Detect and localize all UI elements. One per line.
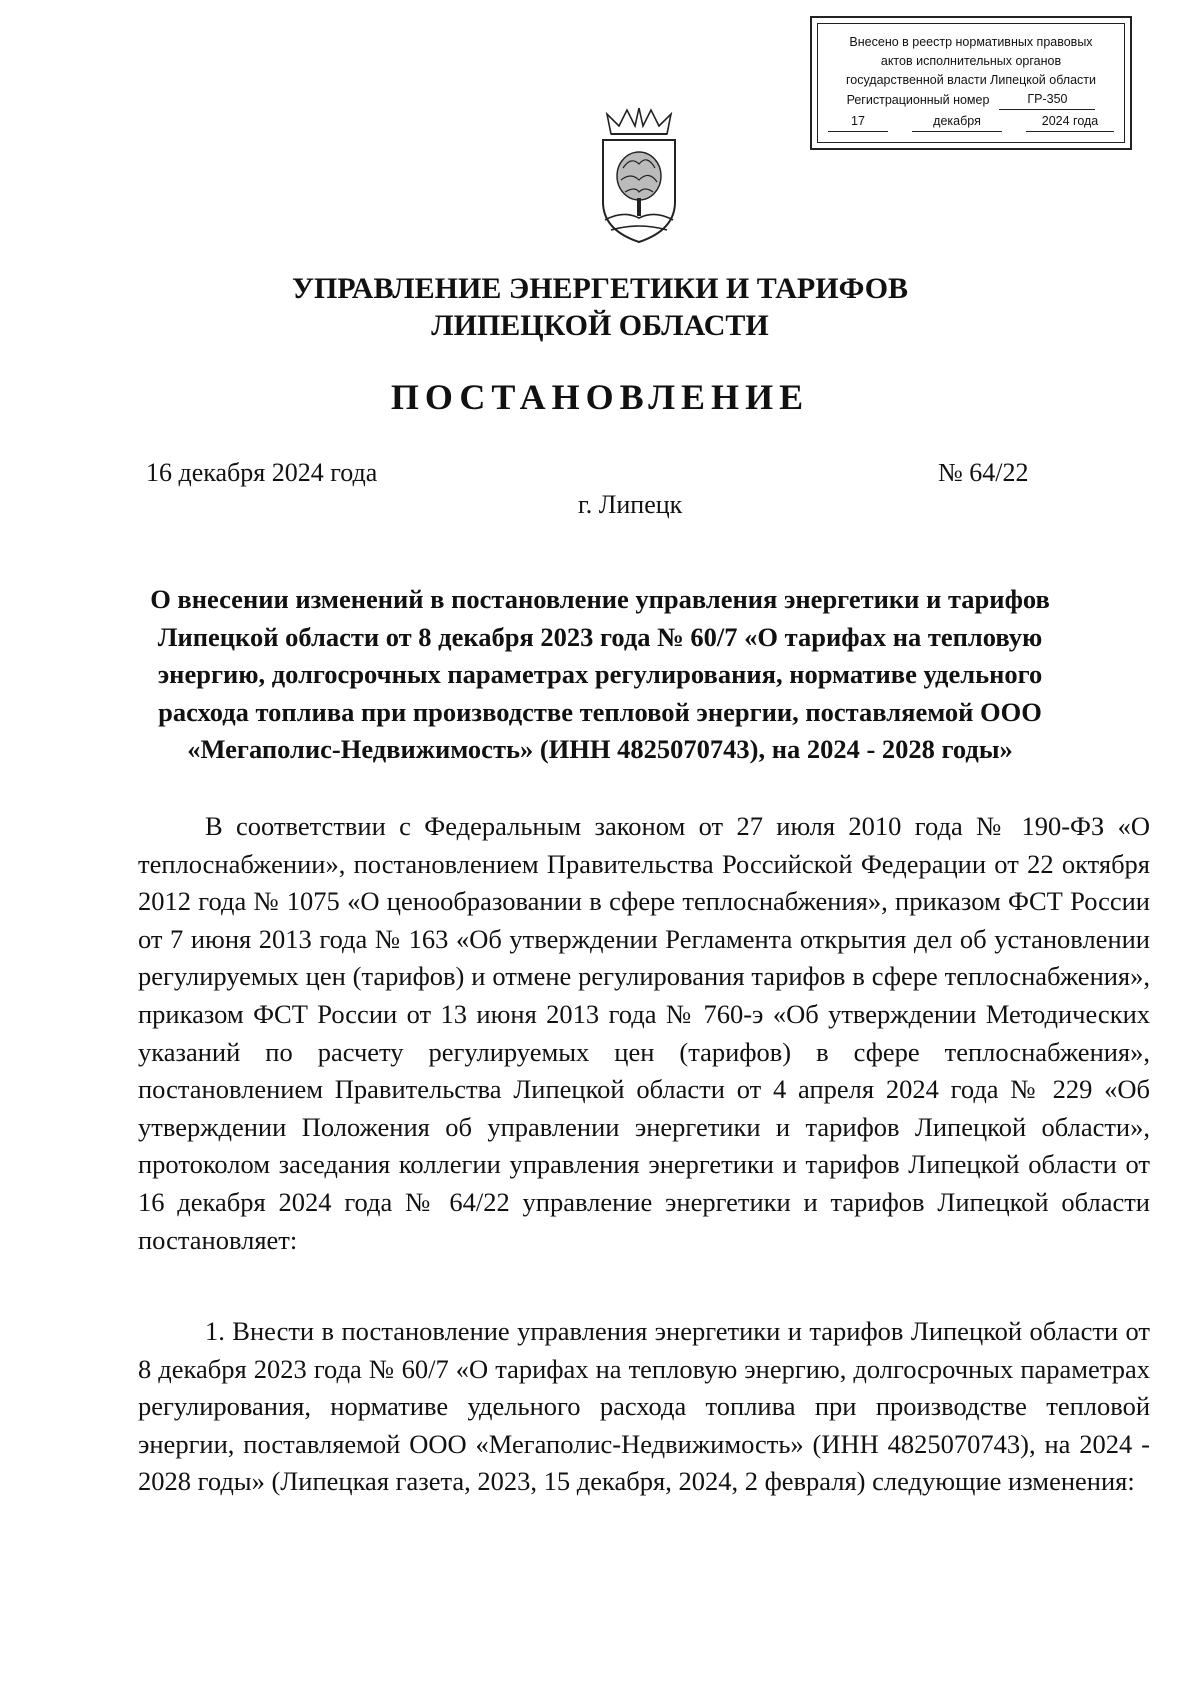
stamp-month: декабря bbox=[912, 112, 1002, 132]
stamp-year: 2024 года bbox=[1026, 112, 1114, 132]
org-line-1: УПРАВЛЕНИЕ ЭНЕРГЕТИКИ И ТАРИФОВ bbox=[291, 272, 909, 305]
document-number: № 64/22 bbox=[938, 458, 1029, 487]
document-type: ПОСТАНОВЛЕНИЕ bbox=[390, 377, 810, 417]
document-date: 16 декабря 2024 года bbox=[146, 458, 378, 487]
body-paragraph-2: 1. Внести в постановление управления энергетики и тарифов Липецкой области от 8 декабря 2023 года № 60/7 «О тарифах на тепловую энергию, долгосрочных параметрах регулирования, нормативе удельного расхода топлива при производстве тепловой энергии, поставляемой ООО «Мегаполис-Недвижимость» (ИНН 4825070743), на 2024 - 2028 годы» (Липецкая газета, 2023, 15 декабря, 2024, 2 февраля) следующие изменения: bbox=[138, 1316, 1150, 1497]
registry-stamp-inner bbox=[817, 23, 1125, 143]
organization-name bbox=[0, 270, 1200, 344]
stamp-reg-number: ГР-350 bbox=[999, 90, 1095, 110]
stamp-line-1: Внесено в реестр нормативных правовых bbox=[849, 35, 1093, 49]
document-title: О внесении изменений в постановление управления энергетики и тарифов Липецкой области от 8 декабря 2023 года № 60/7 «О тарифах на тепловую энергию, долгосрочных параметрах регулирования, нормативе удельного расхода топлива при производстве тепловой энергии, поставляемой ООО «Мегаполис-Недвижимость» (ИНН 4825070743), на 2024 - 2028 годы» bbox=[150, 584, 1050, 764]
body-paragraph-1: В соответствии с Федеральным законом от 27 июля 2010 года № 190-ФЗ «О теплоснабжении», постановлением Правительства Российской Федерации от 22 октября 2012 года № 1075 «О ценообразовании в сфере теплоснабжения», приказом ФСТ России от 7 июня 2013 года № 163 «Об утверждении Регламента открытия дел об установлении регулируемых цен (тарифов) и отмене регулирования тарифов в сфере теплоснабжения», приказом ФСТ России от 13 июня 2013 года № 760-э «Об утверждении Методических указаний по расчету регулируемых цен (тарифов) в сфере теплоснабжения», постановлением Правительства Липецкой области от 4 апреля 2024 года № 229 «Об утверждении Положения об управлении энергетики и тарифов Липецкой области», протоколом заседания коллегии управления энергетики и тарифов Липецкой области от 16 декабря 2024 года № 64/22 управление энергетики и тарифов Липецкой области постановляет: bbox=[138, 811, 1150, 1255]
stamp-date-row bbox=[818, 112, 1124, 132]
stamp-line-2: актов исполнительных органов bbox=[880, 54, 1062, 68]
registry-stamp bbox=[810, 16, 1132, 150]
org-line-2: ЛИПЕЦКОЙ ОБЛАСТИ bbox=[431, 309, 769, 342]
lipetsk-coat-of-arms-icon bbox=[593, 106, 685, 246]
stamp-registration-row bbox=[818, 90, 1124, 110]
stamp-day: 17 bbox=[828, 112, 888, 132]
stamp-line-3: государственной власти Липецкой области bbox=[845, 73, 1097, 87]
stamp-reg-label: Регистрационный номер bbox=[846, 93, 990, 107]
document-city: г. Липецк bbox=[578, 490, 683, 519]
